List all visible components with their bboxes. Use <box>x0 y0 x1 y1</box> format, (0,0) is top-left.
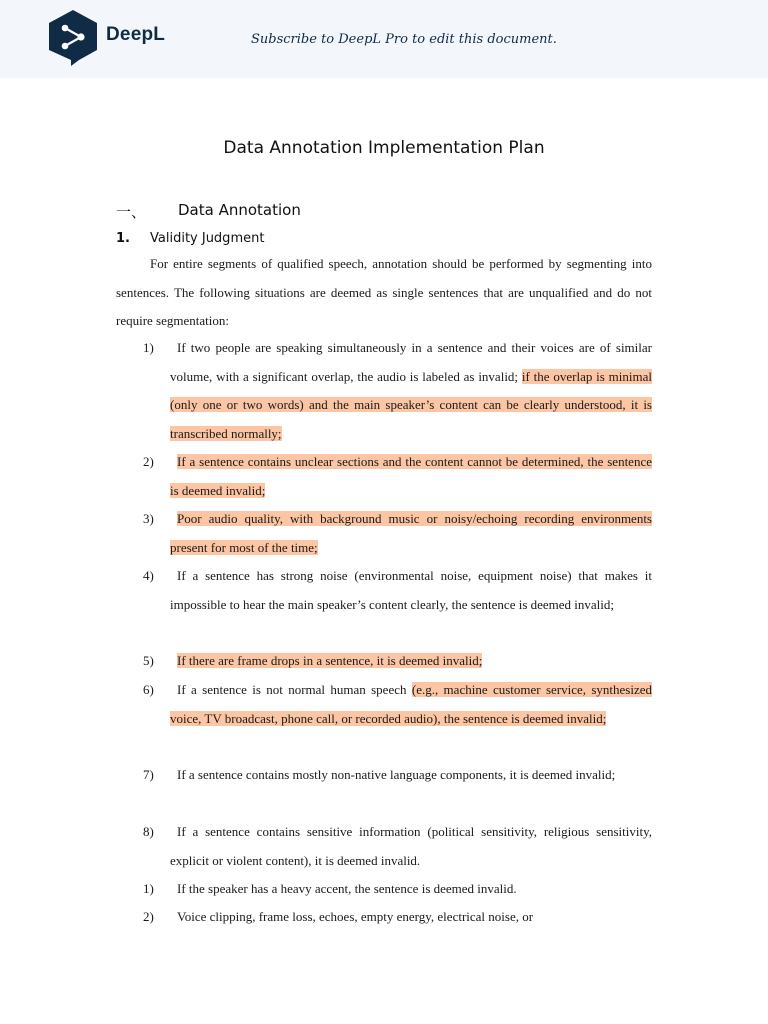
list-item <box>170 818 652 875</box>
document-title: Data Annotation Implementation Plan <box>223 138 545 158</box>
list-item-text: If the speaker has a heavy accent, the sentence is deemed invalid. <box>177 881 517 896</box>
list-item-text: If a sentence contains mostly non-native language components, it is deemed invalid; <box>177 767 616 782</box>
highlighted-text: if the overlap is minimal (only one or two words) and the main speaker’s content can be clearly understood, it is transcribed normally; <box>170 368 653 441</box>
subscribe-link[interactable]: Subscribe to DeepL Pro to edit this document. <box>251 32 557 47</box>
deepl-logo-icon[interactable] <box>47 9 99 67</box>
list-item <box>170 334 652 448</box>
highlighted-text: If there are frame drops in a sentence, it is deemed invalid; <box>177 653 483 668</box>
list-item <box>170 903 652 932</box>
list-item-text: Voice clipping, frame loss, echoes, empty energy, electrical noise, or <box>177 909 534 924</box>
list-item-number: 6) <box>143 682 154 697</box>
subsection-title: Validity Judgment <box>150 231 265 246</box>
subsection-number: 1. <box>116 231 130 246</box>
list-item <box>170 761 652 790</box>
list-item-text: If a sentence contains sensitive information (political sensitivity, religious sensitivity, explicit or violent content), it is deemed invalid. <box>170 824 652 868</box>
list-item <box>170 505 652 562</box>
list-item-number: 2) <box>143 454 154 469</box>
list-item-number: 2) <box>143 909 154 924</box>
list-item-number: 1) <box>143 340 154 355</box>
brand-name: DeepL <box>106 24 166 45</box>
list-item-number: 8) <box>143 824 154 839</box>
list-item-number: 7) <box>143 767 154 782</box>
list-item <box>170 448 652 505</box>
highlighted-text: Poor audio quality, with background music or noisy/echoing recording environments present for most of the time; <box>170 511 652 555</box>
section-number: 一、 <box>116 203 147 221</box>
list-item <box>170 562 652 619</box>
deepl-banner <box>0 0 768 78</box>
intro-paragraph: For entire segments of qualified speech, annotation should be performed by segmenting into sentences. The following situations are deemed as single sentences that are unqualified and do not require segmentation: <box>116 256 652 328</box>
list-item-number: 4) <box>143 568 154 583</box>
list-item-number: 5) <box>143 653 154 668</box>
list-item-text: If a sentence is not normal human speech <box>177 682 407 697</box>
list-item-text: If two people are speaking simultaneously in a sentence and their voices are of similar volume, with a significant overlap, the audio is labeled as invalid; <box>170 340 652 384</box>
list-item-number: 1) <box>143 881 154 896</box>
list-item <box>170 676 652 733</box>
highlighted-text: If a sentence contains unclear sections and the content cannot be determined, the sentence is deemed invalid; <box>170 454 652 498</box>
list-item-text: If a sentence has strong noise (environmental noise, equipment noise) that makes it impossible to hear the main speaker’s content clearly, the sentence is deemed invalid; <box>170 568 652 612</box>
list-item <box>170 875 652 904</box>
list-item-number: 3) <box>143 511 154 526</box>
list-item <box>170 647 652 676</box>
highlighted-text: (e.g., machine customer service, synthesized voice, TV broadcast, phone call, or recorded audio), the sentence is deemed invalid; <box>170 682 653 726</box>
section-title: Data Annotation <box>178 201 301 219</box>
